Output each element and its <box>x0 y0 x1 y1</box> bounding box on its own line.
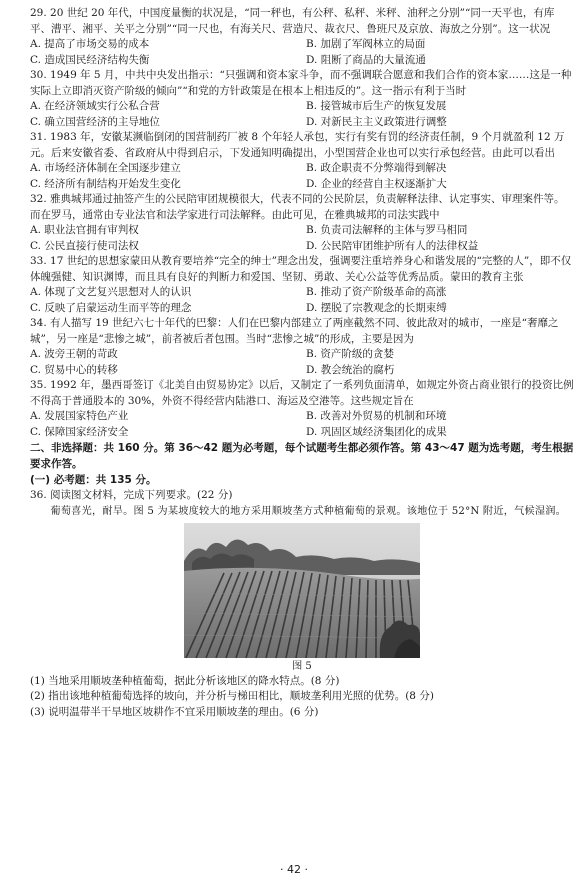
option-a: A. 职业法官拥有审判权 <box>30 224 139 236</box>
sub-question-1: (1) 当地采用顺坡垄种植葡萄，据此分析该地区的降水特点。(8 分) <box>30 674 340 687</box>
option-a: A. 市场经济体制在全国逐步建立 <box>30 162 181 174</box>
options-grid <box>30 223 574 254</box>
option-c: C. 确立国营经济的主导地位 <box>30 115 160 128</box>
option-b: B. 接管城市后生产的恢复发展 <box>306 100 447 112</box>
option-a: A. 提高了市场交易的成本 <box>30 38 150 50</box>
option-d: D. 企业的经营自主权逐渐扩大 <box>306 177 447 190</box>
question-34 <box>30 316 574 378</box>
options-grid <box>30 409 574 440</box>
question-stem: 29. 20 世纪 20 年代，中国度量衡的状况是，“同一秤也，有公秤、私秤、米秤、油秤之分别”“同一天平也，有库平、漕平、湘平、关平之分别”“同一尺也，有海关尺、营造尺、裁衣尺、鲁班尺及京放、海放之分别”。这一状况 <box>30 7 555 35</box>
option-c: C. 造成国民经济结构失衡 <box>30 53 150 66</box>
option-c: C. 反映了启蒙运动生而平等的理念 <box>30 301 192 314</box>
question-30 <box>30 68 574 130</box>
material-text: 葡萄喜光，耐旱。图 5 为某坡度较大的地方采用顺坡垄方式种植葡萄的景观。该地位于 52°N 附近，气候湿润。 <box>50 505 567 517</box>
option-d: D. 阻断了商品的大量流通 <box>306 53 426 66</box>
sub-question-3: (3) 说明温带半干旱地区坡耕作不宜采用顺坡垄的理由。(6 分) <box>30 705 319 718</box>
options-grid <box>30 37 574 68</box>
question-36 <box>30 488 574 720</box>
required-subheading: (一) 必考题：共 135 分。 <box>30 474 157 486</box>
option-d: D. 摆脱了宗教观念的长期束缚 <box>306 301 447 314</box>
question-stem: 32. 雅典城邦通过抽签产生的公民陪审团规模很大，代表不同的公民阶层，负责解释法律、认定事实、审理案件等。而在罗马，通常由专业法官和法学家进行司法解释。由此可见，在雅典城邦的司法实践中 <box>30 193 565 221</box>
question-31 <box>30 130 574 192</box>
question-33 <box>30 254 574 316</box>
question-35 <box>30 378 574 440</box>
options-grid <box>30 99 574 130</box>
option-a: A. 发展国家特色产业 <box>30 410 129 422</box>
figure-caption: 图 5 <box>292 660 312 672</box>
question-stem: 35. 1992 年，墨西哥签订《北美自由贸易协定》以后，又制定了一系列负面清单，如规定外资占商业银行的投资比例不得高于普通股本的 30%，外资不得经营内陆港口、海运及空港等。这些规定旨在 <box>30 379 574 407</box>
option-d: D. 公民陪审团维护所有人的法律权益 <box>306 239 479 252</box>
option-b: B. 推动了资产阶级革命的高涨 <box>306 286 447 298</box>
question-stem: 33. 17 世纪的思想家蒙田从教育要培养“完全的绅士”理念出发，强调要注重培养身心和谐发展的“完整的人”，即不仅体魄强健、知识渊博，而且具有良好的判断力和爱国、坚韧、勇敢、关心公益等优秀品质。蒙田的教育主张 <box>30 255 572 283</box>
option-b: B. 资产阶级的贪婪 <box>306 348 394 360</box>
option-d: D. 教会统治的腐朽 <box>306 363 395 376</box>
sub-question-2: (2) 指出该地种植葡萄选择的坡向，并分析与梯田相比，顺坡垄利用光照的优势。(8 分) <box>30 690 434 702</box>
question-stem: 34. 有人描写 19 世纪六七十年代的巴黎：人们在巴黎内部建立了两座截然不同、彼此敌对的城市，一座是“奢靡之城”，另一座是“悲惨之城”，前者被后者包围。当时“悲惨之城”的形成，主要是因为 <box>30 317 559 345</box>
page-number: · 42 · <box>280 863 308 876</box>
option-d: D. 对新民主主义政策进行调整 <box>306 115 447 128</box>
option-c: C. 贸易中心的转移 <box>30 363 118 376</box>
question-stem: 36. 阅读图文材料，完成下列要求。(22 分) <box>30 489 233 501</box>
option-d: D. 巩固区域经济集团化的成果 <box>306 425 447 438</box>
options-grid <box>30 347 574 378</box>
question-stem: 30. 1949 年 5 月，中共中央发出指示：“只强调和资本家斗争，而不强调联合愿意和我们合作的资本家……这是一种实际上立即消灭资产阶级的倾向”“和党的方针政策是在根本上相违反的”。这一指示有利于当时 <box>30 69 572 97</box>
question-29 <box>30 6 574 68</box>
section-heading: 二、非选择题：共 160 分。第 36～42 题为必考题，每个试题考生都必须作答。第 43～47 题为选考题，考生根据要求作答。 <box>30 442 574 470</box>
option-c: C. 经济所有制结构开始发生变化 <box>30 177 181 190</box>
options-grid <box>30 161 574 192</box>
option-c: C. 公民直接行使司法权 <box>30 239 139 252</box>
figure-5 <box>30 523 574 674</box>
option-b: B. 改善对外贸易的机制和环境 <box>306 410 447 422</box>
option-a: A. 波旁王朝的苛政 <box>30 348 118 360</box>
question-stem: 31. 1983 年，安徽某濒临倒闭的国营制药厂被 8 个年轻人承包，实行有奖有罚的经济责任制，9 个月就盈利 12 万元。后来安徽省委、省政府从中得到启示，下发通知明确提出，小型国营企业也可以实行承包经营。由此可以看出 <box>30 131 565 159</box>
option-b: B. 政企职责不分弊端得到解决 <box>306 162 447 174</box>
options-grid <box>30 285 574 316</box>
option-a: A. 体现了文艺复兴思想对人的认识 <box>30 286 192 298</box>
option-a: A. 在经济领域实行公私合营 <box>30 100 160 112</box>
option-c: C. 保障国家经济安全 <box>30 425 129 438</box>
option-b: B. 加剧了军阀林立的局面 <box>306 38 426 50</box>
option-b: B. 负责司法解释的主体与罗马相同 <box>306 224 468 236</box>
vineyard-photo <box>184 523 420 658</box>
question-32 <box>30 192 574 254</box>
